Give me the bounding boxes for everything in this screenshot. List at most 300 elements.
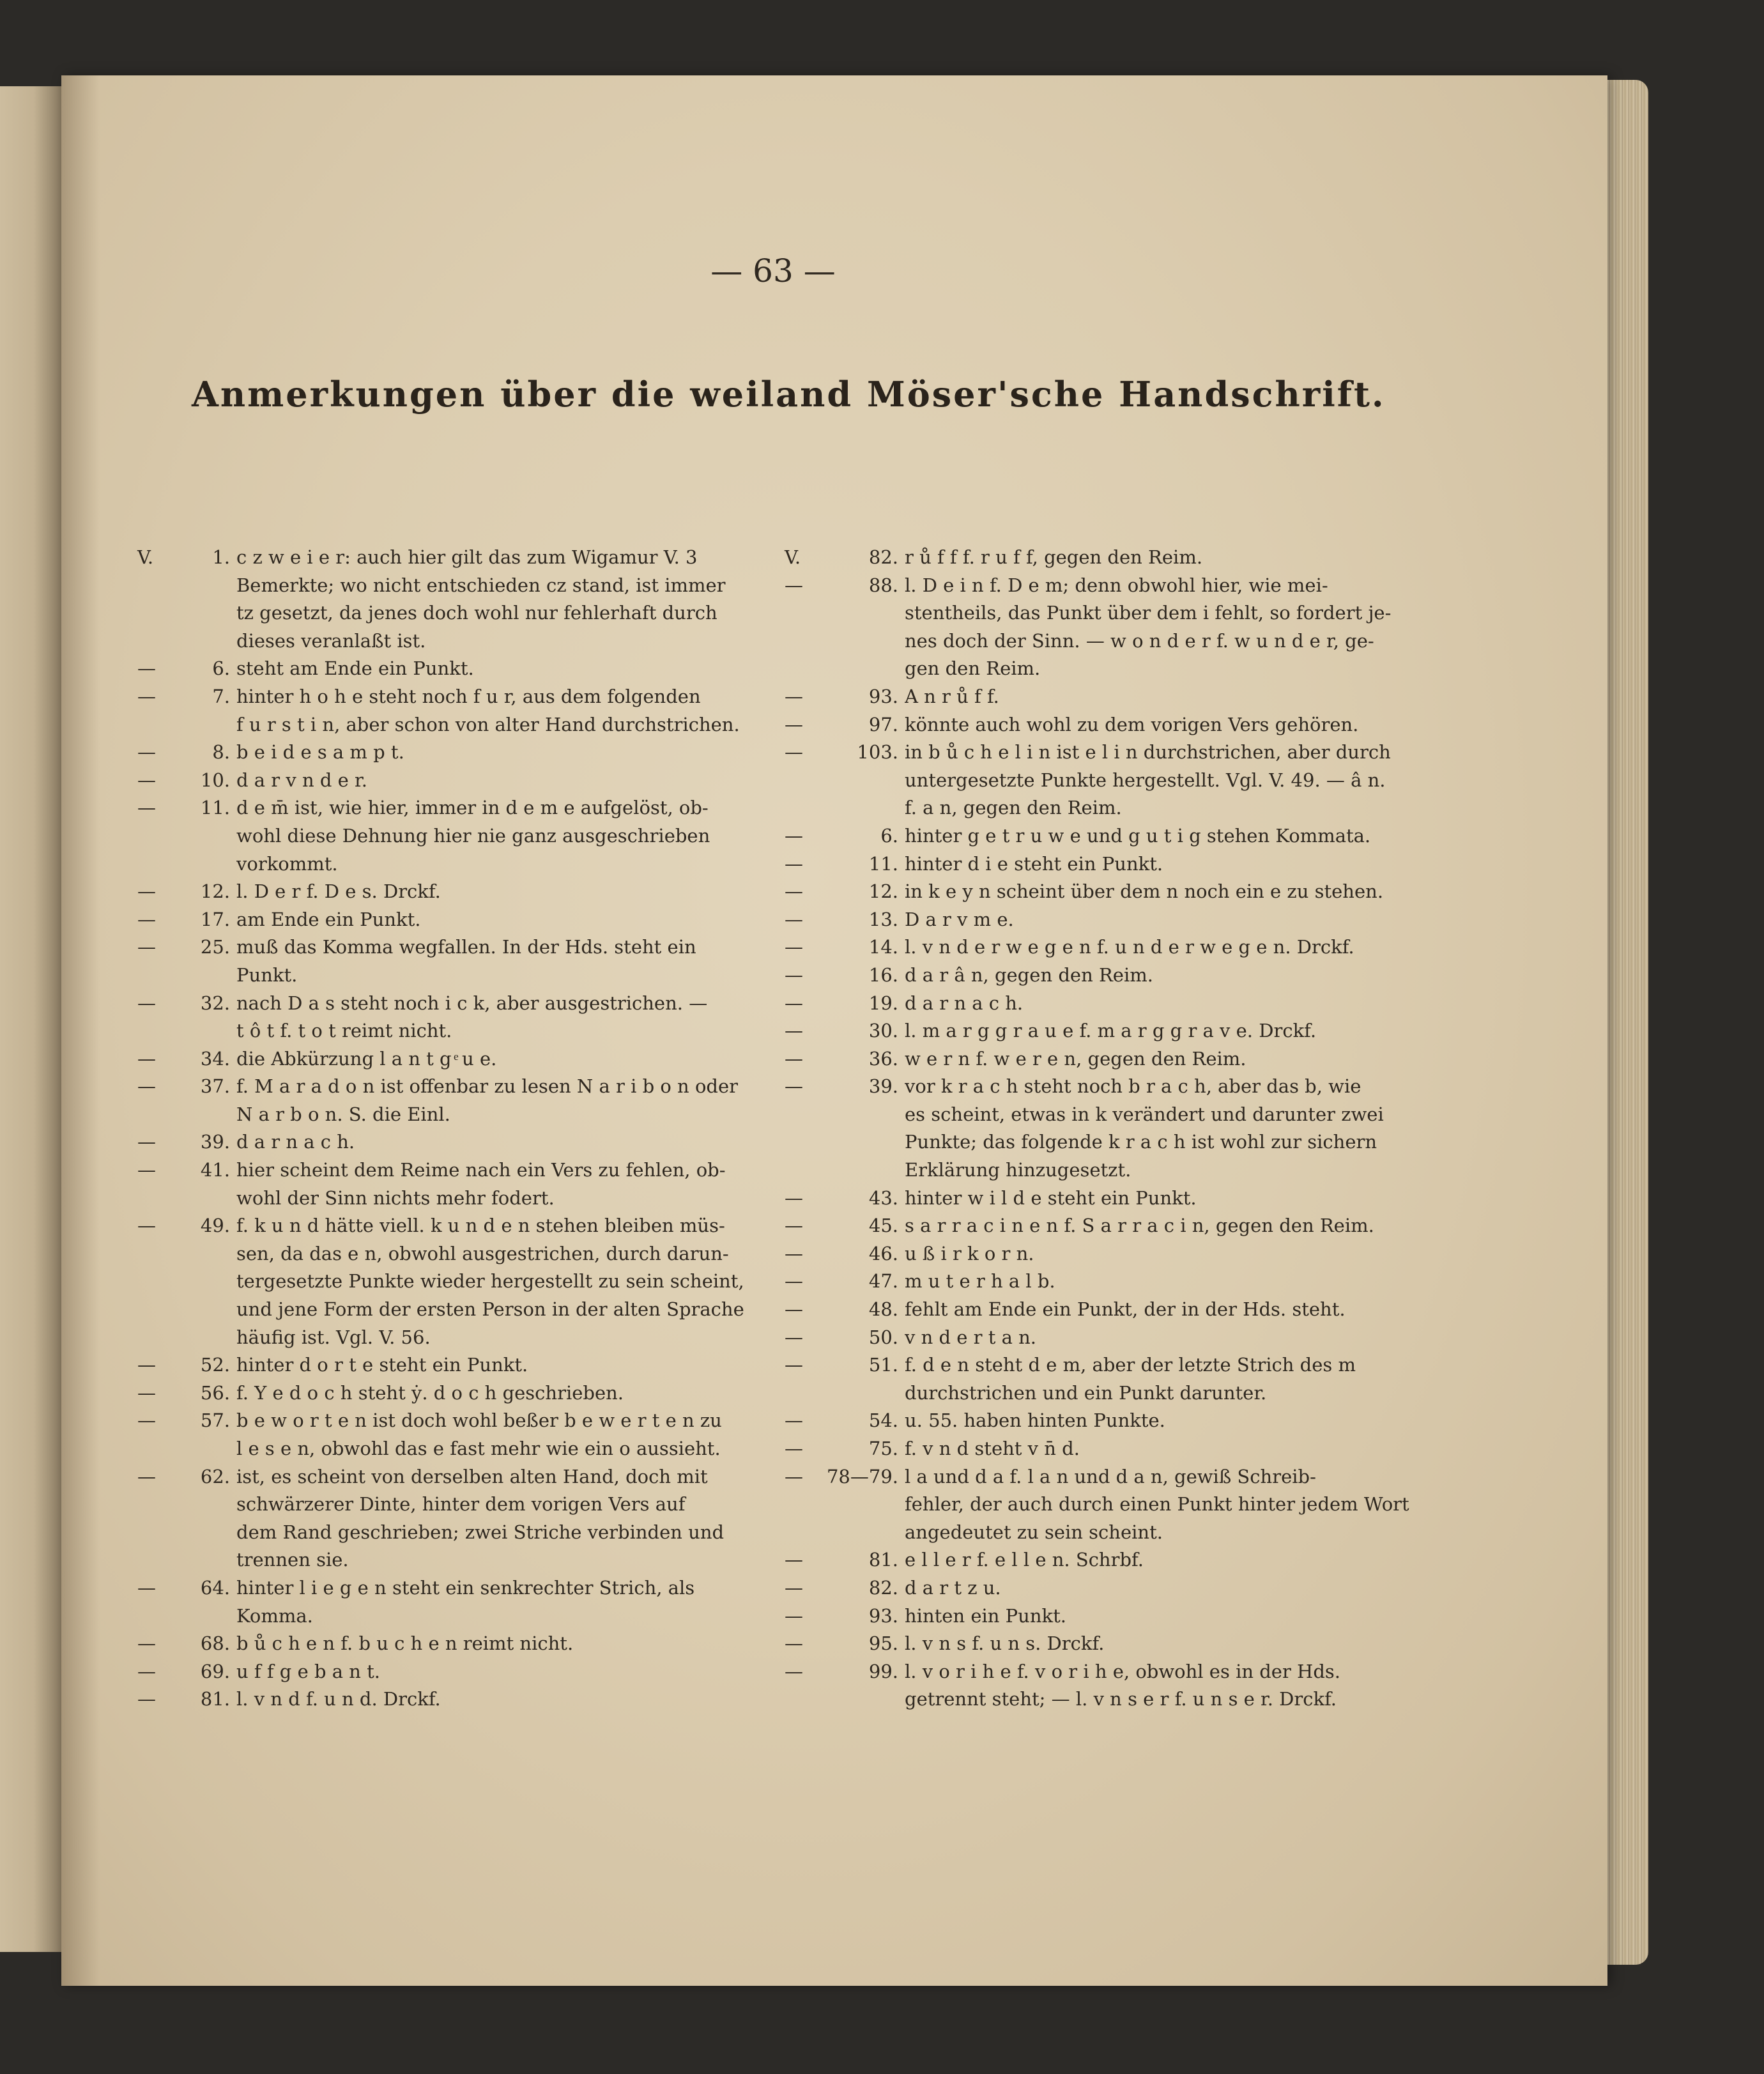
- note-text: [905, 1073, 1407, 1184]
- note-line: Komma.: [236, 1604, 313, 1627]
- note-line: l. v n d e r w e g e n f. u n d e r w e g e n. Drckf.: [905, 936, 1354, 958]
- note-text: [236, 767, 754, 795]
- note-text: [905, 1546, 1407, 1574]
- note-entry: [137, 794, 754, 878]
- note-marker: —: [785, 852, 803, 875]
- note-line: schwärzerer Dinte, hinter dem vorigen Vers auf: [236, 1493, 686, 1516]
- note-entry: [137, 1379, 754, 1408]
- note-entry: [785, 878, 1407, 906]
- verse-number: 52.: [200, 1354, 230, 1376]
- note-entry: [785, 1324, 1407, 1352]
- verse-number: 75.: [868, 1438, 898, 1459]
- note-marker: —: [785, 1298, 803, 1321]
- note-line: fehler, der auch durch einen Punkt hinter jedem Wort: [905, 1493, 1409, 1516]
- note-line: f. k u n d hätte viell. k u n d e n stehen bleiben müs-: [236, 1215, 725, 1237]
- note-text: [236, 1351, 754, 1379]
- verse-number: 11.: [868, 852, 898, 875]
- note-marker: —: [137, 1688, 156, 1710]
- note-entry: [785, 990, 1407, 1018]
- note-text: [236, 1686, 754, 1714]
- verse-number: 13.: [868, 908, 898, 930]
- note-entry: [137, 655, 754, 683]
- verse-number: 39.: [868, 1075, 898, 1098]
- note-entry: [137, 1658, 754, 1686]
- verse-number: 69.: [200, 1660, 230, 1682]
- note-entry: [137, 1686, 754, 1714]
- note-text: [905, 1045, 1407, 1073]
- note-entry: [137, 683, 754, 739]
- note-line: d e m̄ ist, wie hier, immer in d e m e aufgelöst, ob-: [236, 797, 709, 819]
- note-entry: [137, 1156, 754, 1212]
- left-page-edge: [0, 86, 61, 1952]
- verse-number: 34.: [200, 1047, 230, 1070]
- note-text: [236, 1379, 754, 1408]
- note-text: [905, 962, 1407, 990]
- note-marker: —: [137, 797, 156, 819]
- verse-number: 6.: [880, 824, 898, 847]
- note-marker: —: [785, 1187, 803, 1209]
- note-text: [236, 794, 754, 878]
- verse-number: 6.: [212, 657, 230, 680]
- verse-number: 93.: [868, 685, 898, 707]
- note-line: u ß i r k o r n.: [905, 1242, 1034, 1264]
- note-line: d a r n a c h.: [236, 1131, 355, 1153]
- verse-number: 12.: [868, 880, 898, 903]
- note-entry: [137, 544, 754, 655]
- note-entry: [137, 878, 754, 906]
- note-marker: —: [137, 1075, 156, 1098]
- note-entry: [785, 1574, 1407, 1602]
- note-line: ist, es scheint von derselben alten Hand, doch mit: [236, 1465, 708, 1487]
- note-entry: [137, 906, 754, 934]
- verse-number: 11.: [200, 797, 230, 819]
- note-entry: [785, 1407, 1407, 1435]
- gutter-shadow: [61, 75, 100, 1986]
- verse-number: 48.: [868, 1298, 898, 1321]
- note-line: l. v n s f. u n s. Drckf.: [905, 1632, 1105, 1655]
- note-text: [905, 683, 1407, 711]
- note-line: s a r r a c i n e n f. S a r r a c i n, gegen den Reim.: [905, 1215, 1374, 1237]
- verse-number: 10.: [200, 769, 230, 791]
- note-line: u f f g e b a n t.: [236, 1660, 381, 1682]
- note-marker: —: [785, 1410, 803, 1432]
- note-text: [905, 933, 1407, 962]
- verse-number: 19.: [868, 992, 898, 1014]
- note-entry: [785, 544, 1407, 572]
- note-text: [236, 1574, 754, 1630]
- note-text: [905, 572, 1407, 683]
- note-marker: —: [137, 1660, 156, 1682]
- note-line: r ů f f f. r u f f, gegen den Reim.: [905, 546, 1203, 568]
- note-line: d a r â n, gegen den Reim.: [905, 964, 1153, 986]
- verse-number: 81.: [200, 1688, 230, 1710]
- note-marker: —: [137, 1131, 156, 1153]
- verse-number: 51.: [868, 1354, 898, 1376]
- note-entry: [137, 1212, 754, 1351]
- note-text: [905, 1212, 1407, 1240]
- note-line: b e i d e s a m p t.: [236, 741, 404, 764]
- note-line: tz gesetzt, da jenes doch wohl nur fehlerhaft durch: [236, 602, 717, 624]
- note-line: c z w e i e r: auch hier gilt das zum Wigamur V. 3: [236, 546, 698, 568]
- note-text: [236, 1658, 754, 1686]
- note-line: l a und d a f. l a n und d a n, gewiß Schreib-: [905, 1465, 1316, 1487]
- note-entry: [785, 1463, 1407, 1547]
- note-entry: [137, 1630, 754, 1658]
- note-entry: [137, 767, 754, 795]
- note-entry: [137, 1407, 754, 1463]
- note-text: [905, 850, 1407, 879]
- page-number: — 63 —: [710, 252, 836, 289]
- note-entry: [785, 1185, 1407, 1213]
- note-marker: —: [785, 1549, 803, 1571]
- note-line: sen, da das e n, obwohl ausgestrichen, durch darun-: [236, 1242, 729, 1264]
- note-text: [905, 1602, 1407, 1631]
- note-line: l e s e n, obwohl das e fast mehr wie ein o aussieht.: [236, 1438, 721, 1459]
- verse-number: 50.: [868, 1326, 898, 1348]
- note-line: häufig ist. Vgl. V. 56.: [236, 1326, 431, 1348]
- note-line: und jene Form der ersten Person in der alten Sprache: [236, 1298, 744, 1321]
- verse-number: 49.: [200, 1215, 230, 1237]
- note-line: f. d e n steht d e m, aber der letzte Strich des m: [905, 1354, 1356, 1376]
- note-marker: —: [785, 1075, 803, 1098]
- note-line: f. M a r a d o n ist offenbar zu lesen N a r i b o n oder: [236, 1075, 738, 1098]
- note-line: muß das Komma wegfallen. In der Hds. steht ein: [236, 936, 696, 958]
- note-line: N a r b o n. S. die Einl.: [236, 1103, 450, 1125]
- verse-number: 25.: [200, 936, 230, 958]
- note-line: in k e y n scheint über dem n noch ein e zu stehen.: [905, 880, 1384, 903]
- note-entry: [785, 572, 1407, 683]
- note-entry: [785, 711, 1407, 739]
- notes-column-left: [137, 544, 754, 1714]
- note-entry: [785, 1240, 1407, 1268]
- verse-number: 32.: [200, 992, 230, 1014]
- note-entry: [137, 1073, 754, 1128]
- note-text: [905, 739, 1407, 822]
- note-entry: [785, 1268, 1407, 1296]
- note-marker: —: [137, 992, 156, 1014]
- note-marker: —: [785, 1632, 803, 1655]
- note-text: [905, 1296, 1407, 1324]
- note-line: hier scheint dem Reime nach ein Vers zu fehlen, ob-: [236, 1159, 726, 1181]
- verse-number: 17.: [200, 908, 230, 930]
- verse-number: 82.: [868, 546, 898, 568]
- note-text: [236, 990, 754, 1045]
- verse-number: 97.: [868, 713, 898, 735]
- note-marker: —: [137, 936, 156, 958]
- note-line: vorkommt.: [236, 852, 338, 875]
- note-text: [236, 1128, 754, 1156]
- note-entry: [785, 1435, 1407, 1463]
- note-text: [236, 544, 754, 655]
- note-line: d a r t z u.: [905, 1576, 1001, 1599]
- note-marker: —: [137, 1632, 156, 1655]
- note-entry: [785, 1658, 1407, 1714]
- note-line: l. m a r g g r a u e f. m a r g g r a v e. Drckf.: [905, 1020, 1317, 1042]
- note-text: [905, 1407, 1407, 1435]
- note-entry: [137, 933, 754, 989]
- note-marker: —: [785, 964, 803, 986]
- note-entry: [785, 1296, 1407, 1324]
- note-line: untergesetzte Punkte hergestellt. Vgl. V. 49. — â n.: [905, 769, 1386, 791]
- note-line: l. D e r f. D e s. Drckf.: [236, 880, 441, 903]
- note-line: d a r v n d e r.: [236, 769, 367, 791]
- note-line: nach D a s steht noch i c k, aber ausgestrichen. —: [236, 992, 708, 1014]
- note-entry: [785, 1630, 1407, 1658]
- note-marker: —: [137, 880, 156, 903]
- note-marker: —: [785, 936, 803, 958]
- verse-number: 16.: [868, 964, 898, 986]
- note-line: hinter d o r t e steht ein Punkt.: [236, 1354, 528, 1376]
- verse-number: 8.: [212, 741, 230, 764]
- note-marker: —: [137, 685, 156, 707]
- note-text: [236, 1407, 754, 1463]
- note-text: [236, 1045, 754, 1073]
- note-text: [236, 739, 754, 767]
- note-line: t ô t f. t o t reimt nicht.: [236, 1020, 452, 1042]
- note-text: [905, 1351, 1407, 1407]
- note-line: l. v n d f. u n d. Drckf.: [236, 1688, 441, 1710]
- note-entry: [785, 1351, 1407, 1407]
- note-marker: —: [785, 880, 803, 903]
- note-line: wohl der Sinn nichts mehr fodert.: [236, 1187, 555, 1209]
- note-marker: —: [137, 1465, 156, 1487]
- note-line: angedeutet zu sein scheint.: [905, 1521, 1163, 1543]
- note-marker: —: [785, 741, 803, 764]
- note-line: f. a n, gegen den Reim.: [905, 797, 1122, 819]
- note-marker: —: [785, 1326, 803, 1348]
- note-line: nes doch der Sinn. — w o n d e r f. w u n d e r, ge-: [905, 629, 1374, 652]
- verse-number: 78—79.: [826, 1465, 898, 1487]
- note-line: hinten ein Punkt.: [905, 1604, 1066, 1627]
- note-line: u. 55. haben hinten Punkte.: [905, 1410, 1165, 1432]
- note-line: d a r n a c h.: [905, 992, 1024, 1014]
- note-entry: [137, 1574, 754, 1630]
- note-marker: —: [785, 713, 803, 735]
- note-marker: —: [785, 1465, 803, 1487]
- verse-number: 43.: [868, 1187, 898, 1209]
- note-text: [905, 1463, 1409, 1547]
- note-line: hinter g e t r u w e und g u t i g stehen Kommata.: [905, 824, 1371, 847]
- note-marker: —: [137, 1410, 156, 1432]
- note-entry: [785, 683, 1407, 711]
- verse-number: 37.: [200, 1075, 230, 1098]
- note-line: dem Rand geschrieben; zwei Striche verbinden und: [236, 1521, 725, 1543]
- verse-number: 82.: [868, 1576, 898, 1599]
- verse-number: 62.: [200, 1465, 230, 1487]
- verse-number: 57.: [200, 1410, 230, 1432]
- note-text: [905, 990, 1407, 1018]
- note-marker: —: [137, 1354, 156, 1376]
- note-line: Punkte; das folgende k r a c h ist wohl zur sichern: [905, 1131, 1377, 1153]
- verse-number: 45.: [868, 1215, 898, 1237]
- verse-number: 30.: [868, 1020, 898, 1042]
- verse-number: 14.: [868, 936, 898, 958]
- verse-number: 36.: [868, 1047, 898, 1070]
- note-line: gen den Reim.: [905, 657, 1041, 680]
- note-marker: V.: [137, 546, 154, 568]
- note-entry: [137, 990, 754, 1045]
- note-text: [905, 1017, 1407, 1045]
- note-line: l. v o r i h e f. v o r i h e, obwohl es in der Hds.: [905, 1660, 1340, 1682]
- note-text: [236, 1156, 754, 1212]
- note-text: [905, 822, 1407, 850]
- note-text: [905, 1268, 1407, 1296]
- verse-number: 103.: [857, 741, 898, 764]
- note-marker: —: [137, 1381, 156, 1404]
- note-marker: —: [785, 1215, 803, 1237]
- note-marker: —: [137, 1159, 156, 1181]
- note-text: [236, 878, 754, 906]
- verse-number: 54.: [868, 1410, 898, 1432]
- note-line: am Ende ein Punkt.: [236, 908, 421, 930]
- note-marker: —: [785, 824, 803, 847]
- note-line: es scheint, etwas in k verändert und darunter zwei: [905, 1103, 1384, 1125]
- note-entry: [785, 962, 1407, 990]
- note-line: in b ů c h e l i n ist e l i n durchstrichen, aber durch: [905, 741, 1391, 764]
- note-marker: —: [785, 1270, 803, 1293]
- note-line: f. Y e d o c h steht ẏ. d o c h geschrieben.: [236, 1381, 624, 1404]
- note-text: [236, 683, 754, 739]
- note-line: D a r v m e.: [905, 908, 1014, 930]
- note-text: [905, 878, 1407, 906]
- note-line: könnte auch wohl zu dem vorigen Vers gehören.: [905, 713, 1359, 735]
- note-entry: [785, 933, 1407, 962]
- note-entry: [785, 739, 1407, 822]
- note-marker: —: [785, 1438, 803, 1459]
- note-entry: [137, 1351, 754, 1379]
- note-marker: —: [785, 685, 803, 707]
- note-line: steht am Ende ein Punkt.: [236, 657, 474, 680]
- note-line: e l l e r f. e l l e n. Schrbf.: [905, 1549, 1144, 1571]
- note-line: die Abkürzung l a n t g ͤ u e.: [236, 1047, 497, 1070]
- verse-number: 47.: [868, 1270, 898, 1293]
- verse-number: 88.: [868, 574, 898, 596]
- verse-number: 12.: [200, 880, 230, 903]
- note-line: stentheils, das Punkt über dem i fehlt, so fordert je-: [905, 602, 1392, 624]
- note-line: trennen sie.: [236, 1549, 349, 1571]
- verse-number: 64.: [200, 1576, 230, 1599]
- note-entry: [785, 1017, 1407, 1045]
- note-marker: —: [785, 1604, 803, 1627]
- note-text: [236, 655, 754, 683]
- note-line: f u r s t i n, aber schon von alter Hand durchstrichen.: [236, 713, 740, 735]
- note-marker: V.: [785, 546, 801, 568]
- note-line: Punkt.: [236, 964, 298, 986]
- note-line: getrennt steht; — l. v n s e r f. u n s e r. Drckf.: [905, 1688, 1337, 1710]
- note-text: [236, 1073, 754, 1128]
- verse-number: 93.: [868, 1604, 898, 1627]
- note-line: A n r ů f f.: [905, 685, 999, 707]
- note-line: b ů c h e n f. b u c h e n reimt nicht.: [236, 1632, 574, 1655]
- note-line: w e r n f. w e r e n, gegen den Reim.: [905, 1047, 1246, 1070]
- note-text: [905, 906, 1407, 934]
- note-text: [905, 1658, 1407, 1714]
- note-marker: —: [137, 741, 156, 764]
- note-text: [905, 1240, 1407, 1268]
- verse-number: 95.: [868, 1632, 898, 1655]
- note-marker: —: [785, 1576, 803, 1599]
- note-text: [905, 1574, 1407, 1602]
- note-text: [905, 1630, 1407, 1658]
- note-line: hinter h o h e steht noch f u r, aus dem folgenden: [236, 685, 701, 707]
- note-text: [905, 1324, 1407, 1352]
- note-marker: —: [785, 992, 803, 1014]
- note-marker: —: [785, 908, 803, 930]
- note-marker: —: [137, 1047, 156, 1070]
- note-marker: —: [137, 657, 156, 680]
- page-title: Anmerkungen über die weiland Möser'sche Handschrift.: [192, 374, 1386, 415]
- note-marker: —: [137, 1576, 156, 1599]
- verse-number: 68.: [200, 1632, 230, 1655]
- note-entry: [785, 822, 1407, 850]
- note-line: Bemerkte; wo nicht entschieden cz stand, ist immer: [236, 574, 726, 596]
- note-entry: [785, 1546, 1407, 1574]
- note-line: hinter d i e steht ein Punkt.: [905, 852, 1163, 875]
- note-marker: —: [137, 908, 156, 930]
- note-entry: [137, 1045, 754, 1073]
- note-marker: —: [785, 574, 803, 596]
- note-marker: —: [785, 1047, 803, 1070]
- verse-number: 1.: [212, 546, 230, 568]
- note-line: m u t e r h a l b.: [905, 1270, 1055, 1293]
- note-marker: —: [785, 1660, 803, 1682]
- note-marker: —: [785, 1354, 803, 1376]
- note-line: l. D e i n f. D e m; denn obwohl hier, wie mei-: [905, 574, 1328, 596]
- note-line: hinter l i e g e n steht ein senkrechter Strich, als: [236, 1576, 695, 1599]
- note-line: fehlt am Ende ein Punkt, der in der Hds. steht.: [905, 1298, 1346, 1321]
- note-marker: —: [137, 769, 156, 791]
- note-line: durchstrichen und ein Punkt darunter.: [905, 1381, 1267, 1404]
- note-text: [905, 1185, 1407, 1213]
- note-marker: —: [785, 1242, 803, 1264]
- note-entry: [137, 739, 754, 767]
- note-text: [905, 711, 1407, 739]
- verse-number: 7.: [212, 685, 230, 707]
- note-line: v n d e r t a n.: [905, 1326, 1037, 1348]
- note-text: [236, 1463, 754, 1574]
- note-entry: [785, 906, 1407, 934]
- verse-number: 46.: [868, 1242, 898, 1264]
- note-line: wohl diese Dehnung hier nie ganz ausgeschrieben: [236, 824, 710, 847]
- verse-number: 81.: [868, 1549, 898, 1571]
- note-line: f. v n d steht v n̄ d.: [905, 1438, 1080, 1459]
- note-text: [905, 1435, 1407, 1463]
- note-line: tergesetzte Punkte wieder hergestellt zu sein scheint,: [236, 1270, 744, 1293]
- note-entry: [785, 1212, 1407, 1240]
- note-entry: [137, 1463, 754, 1574]
- note-marker: —: [137, 1215, 156, 1237]
- note-marker: —: [785, 1020, 803, 1042]
- notes-column-right: [785, 544, 1407, 1714]
- verse-number: 41.: [200, 1159, 230, 1181]
- note-entry: [785, 1073, 1407, 1184]
- verse-number: 99.: [868, 1660, 898, 1682]
- note-text: [236, 1212, 754, 1351]
- note-line: b e w o r t e n ist doch wohl beßer b e w e r t e n zu: [236, 1410, 722, 1432]
- note-entry: [785, 1602, 1407, 1631]
- note-entry: [785, 1045, 1407, 1073]
- note-entry: [785, 850, 1407, 879]
- note-text: [236, 906, 754, 934]
- note-line: hinter w i l d e steht ein Punkt.: [905, 1187, 1197, 1209]
- note-entry: [137, 1128, 754, 1156]
- note-text: [236, 933, 754, 989]
- verse-number: 39.: [200, 1131, 230, 1153]
- verse-number: 56.: [200, 1381, 230, 1404]
- note-text: [236, 1630, 754, 1658]
- note-line: dieses veranlaßt ist.: [236, 629, 426, 652]
- note-text: [905, 544, 1407, 572]
